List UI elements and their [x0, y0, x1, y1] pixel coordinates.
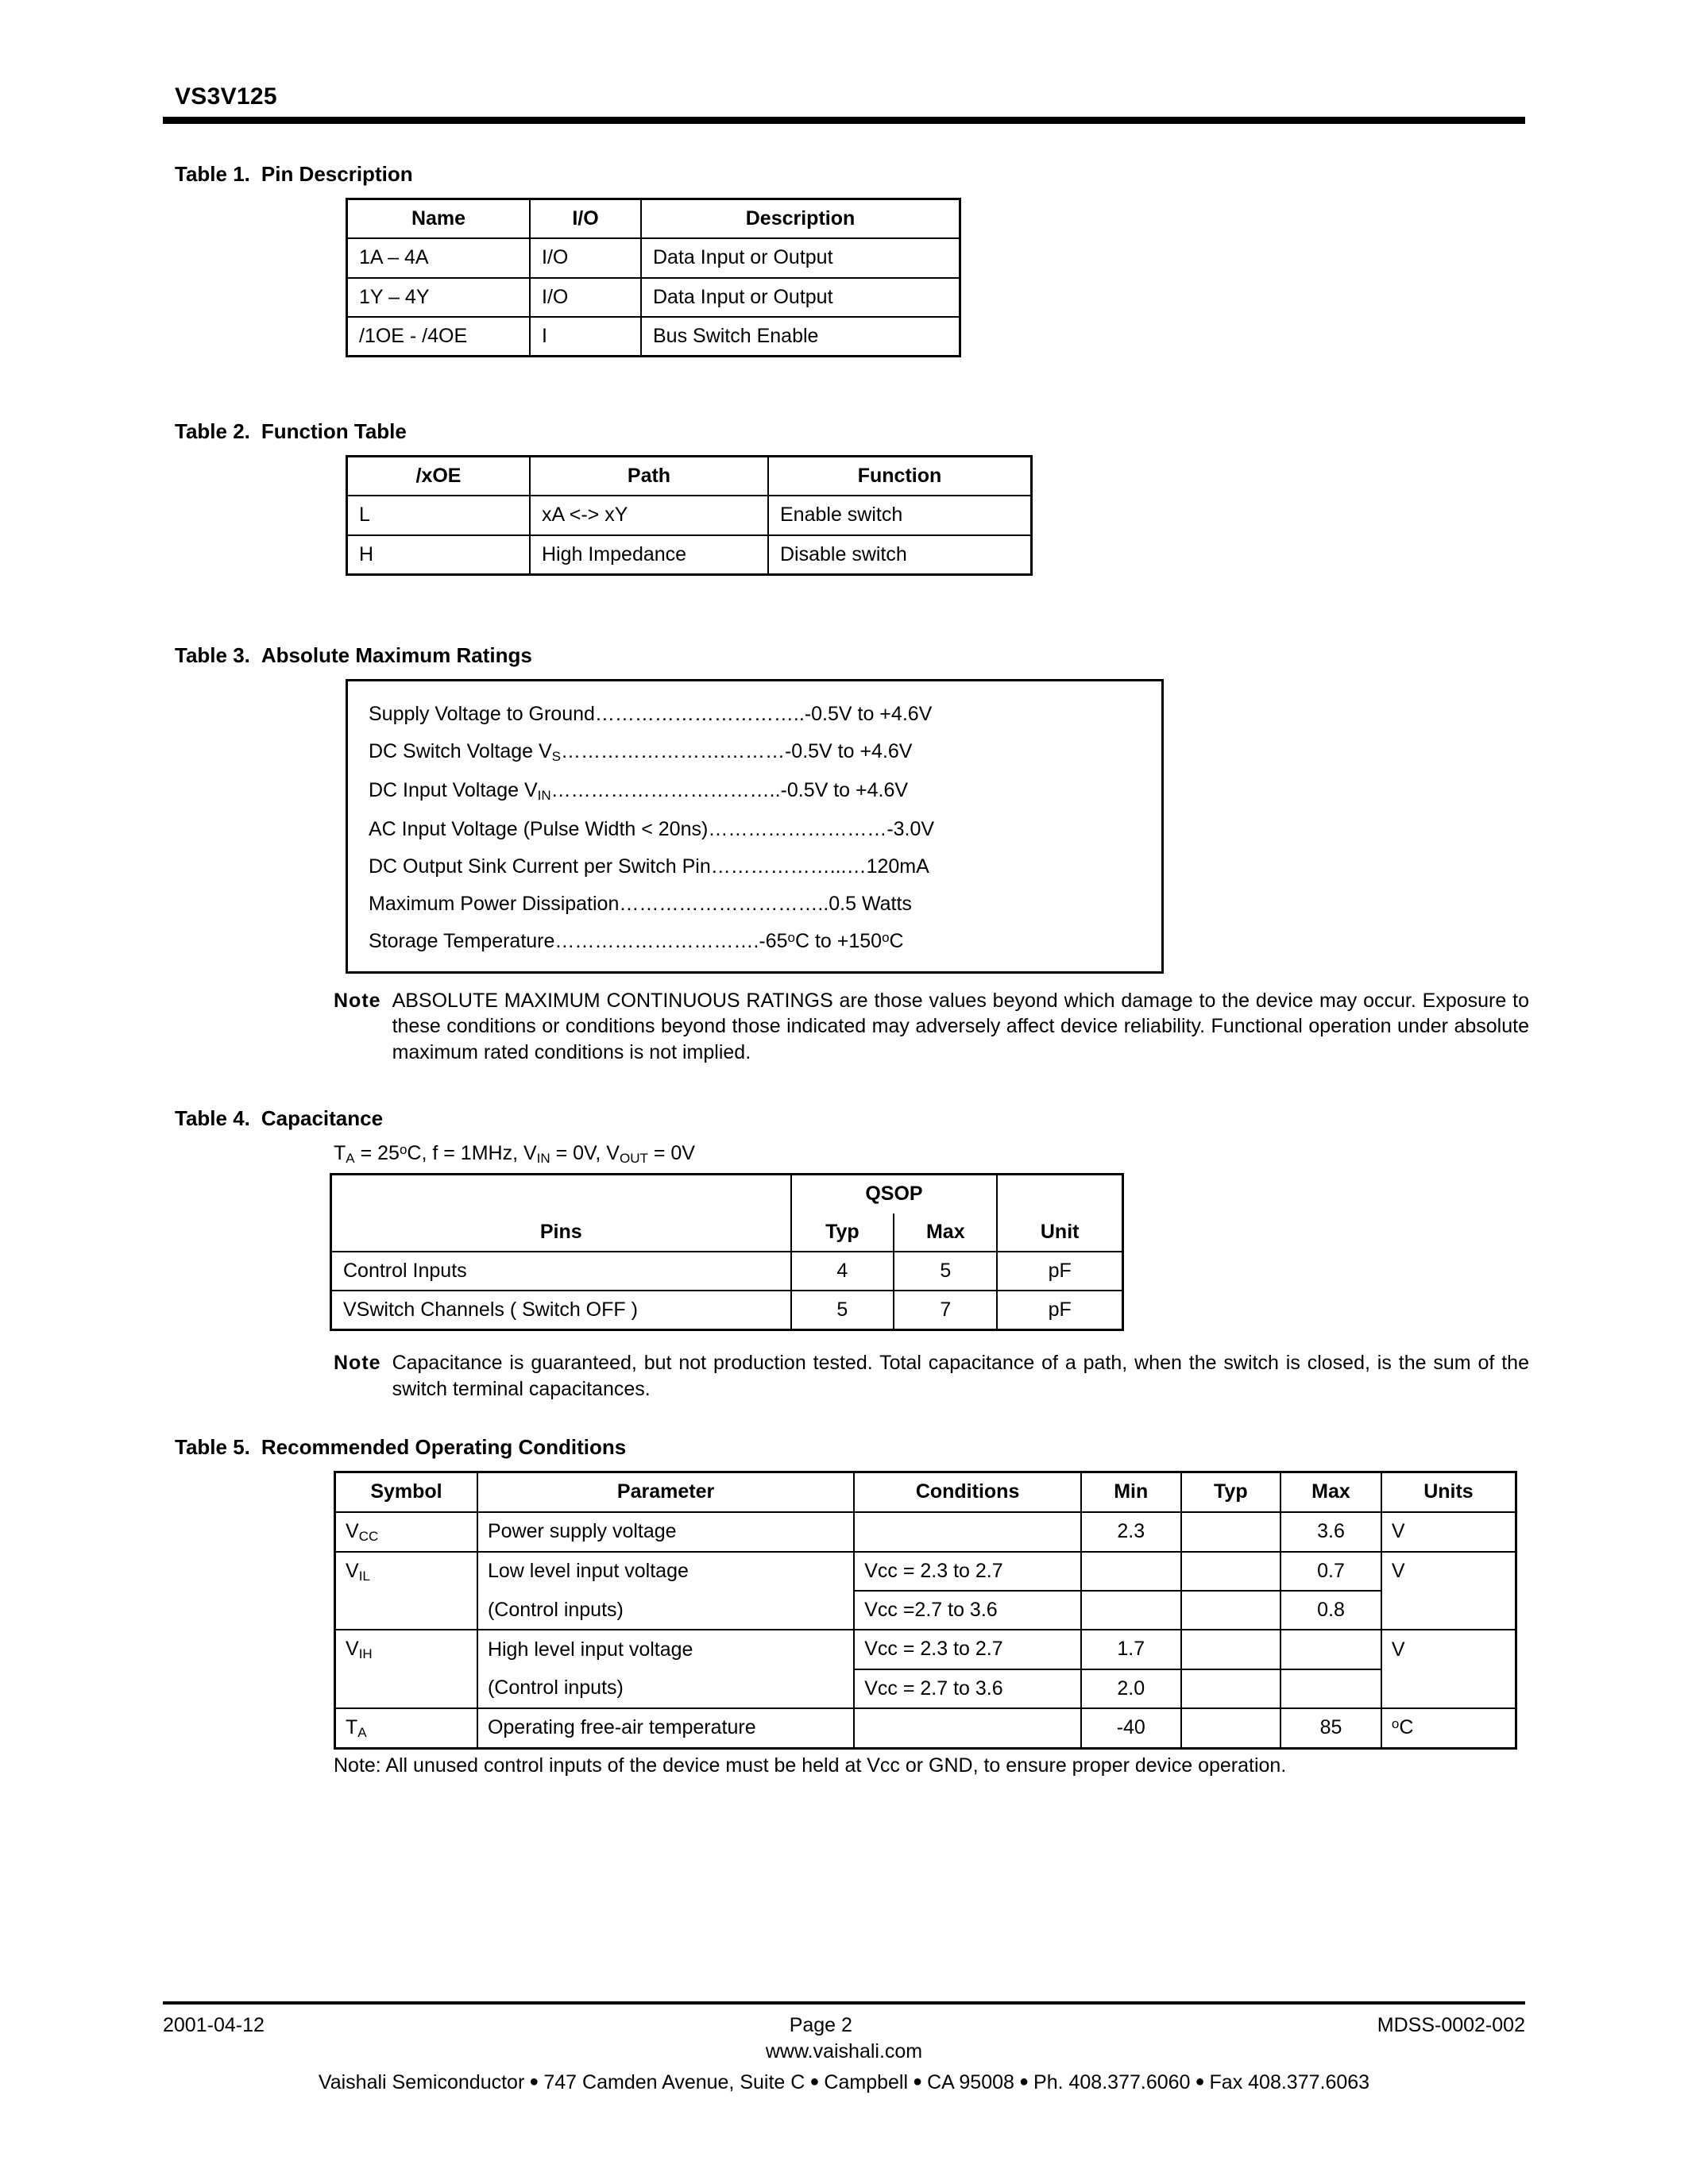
table-row [347, 317, 960, 357]
table-row [335, 1591, 1516, 1630]
table-row [335, 1708, 1516, 1749]
header-divider [163, 117, 1525, 124]
table3-caption-text: Absolute Maximum Ratings [261, 642, 532, 667]
table5-r4-max [1280, 1669, 1381, 1708]
table5-r4-typ [1181, 1669, 1281, 1708]
table4-header-qsop: QSOP [791, 1175, 998, 1214]
page-header-part-number: VS3V125 [175, 83, 277, 110]
table4-r0-typ: 4 [791, 1252, 894, 1291]
footer-divider [163, 2001, 1525, 2005]
table5-bottom-note: Note: All unused control inputs of the device must be held at Vcc or GND, to ensure proper device operation. [334, 1754, 1287, 1777]
table5-r3-units: V [1381, 1630, 1516, 1669]
pin-description-table [346, 198, 961, 357]
table1-caption-text: Pin Description [261, 162, 413, 186]
table5-header-conditions: Conditions [854, 1472, 1081, 1512]
table5-r0-parameter: Power supply voltage [477, 1512, 854, 1552]
table1-header-description: Description [641, 199, 960, 239]
table-row [347, 535, 1032, 575]
table5-r5-max: 85 [1280, 1708, 1381, 1749]
table1-caption [175, 162, 1525, 187]
table-row [331, 1291, 1123, 1330]
table5-r1-parameter: Low level input voltage [477, 1552, 854, 1591]
capacitance-table [330, 1173, 1124, 1331]
table5-r2-symbol [335, 1591, 477, 1630]
table5-r5-units: $^o$C [1381, 1708, 1516, 1749]
footer-document-id: MDSS-0002-002 [1377, 2014, 1525, 2036]
footer-phone: Ph. 408.377.6060 [1033, 2071, 1191, 2093]
table1-r2-io: I [530, 317, 641, 357]
footer-main-row [163, 2014, 1525, 2037]
recommended-operating-conditions-table [334, 1471, 1517, 1750]
table4-r0-max: 5 [894, 1252, 997, 1291]
table1-r0-desc: Data Input or Output [641, 238, 960, 277]
table5-r1-min [1081, 1552, 1181, 1591]
table3-caption [175, 643, 1525, 668]
table1-r1-desc: Data Input or Output [641, 278, 960, 317]
table5-header-units: Units [1381, 1472, 1516, 1512]
table1-caption-number: Table 1. [175, 162, 250, 186]
table-row [335, 1512, 1516, 1552]
table5-r2-parameter: (Control inputs) [477, 1591, 854, 1630]
footer-website-url: www.vaishali.com [765, 2040, 923, 2062]
bullet-icon: ● [1195, 2073, 1205, 2090]
table4-test-conditions: $T_A = 25^oC$, f = 1MHz, $V_{IN} = 0V$, $V_{OUT} = 0V$ [334, 1142, 695, 1167]
table5-r3-conditions: Vcc = 2.3 to 2.7 [854, 1630, 1081, 1669]
table4-r1-pins: VSwitch Channels ( Switch OFF ) [331, 1291, 791, 1330]
table-row [347, 496, 1032, 534]
table-header-row [331, 1175, 1123, 1214]
table5-caption-text: Recommended Operating Conditions [261, 1435, 627, 1460]
table5-header-parameter: Parameter [477, 1472, 854, 1512]
table4-header-unit: Unit [997, 1214, 1122, 1252]
bullet-icon: ● [913, 2073, 923, 2090]
table5-r2-conditions: Vcc =2.7 to 3.6 [854, 1591, 1081, 1630]
table5-r1-typ [1181, 1552, 1281, 1591]
table4-r0-unit: pF [997, 1252, 1122, 1291]
footer-company-name: Vaishali Semiconductor [318, 2071, 525, 2093]
table4-caption-text: Capacitance [261, 1106, 384, 1131]
table5-r0-max: 3.6 [1280, 1512, 1381, 1552]
table2-caption-number: Table 2. [175, 419, 250, 443]
table1-r0-io: I/O [530, 238, 641, 277]
table2-caption [175, 419, 1525, 444]
table4-r1-typ: 5 [791, 1291, 894, 1330]
amr-line-dc-switch-voltage: DC Switch Voltage $V_S\dots\dots\dots\dots\dots\dots\dots\dots.\dots\dots\dots-0.5V$ to +4.6V [369, 739, 913, 764]
table5-r2-max: 0.8 [1280, 1591, 1381, 1630]
footer-page-number: Page 2 [789, 2014, 852, 2036]
table-header-row [347, 199, 960, 239]
table-header-row [335, 1472, 1516, 1512]
page-footer [163, 2001, 1525, 2094]
table4-r1-unit: pF [997, 1291, 1122, 1330]
table3-caption-number: Table 3. [175, 642, 250, 667]
table3-note-label: Note [334, 989, 381, 1012]
table4-header-max: Max [894, 1214, 997, 1252]
table3-note [334, 988, 1529, 1066]
table5-r4-parameter: (Control inputs) [477, 1669, 854, 1708]
table5-r1-max: 0.7 [1280, 1552, 1381, 1591]
table2-r0-function: Enable switch [768, 496, 1032, 534]
table5-r4-symbol [335, 1669, 477, 1708]
table5-r4-conditions: Vcc = 2.7 to 3.6 [854, 1669, 1081, 1708]
table5-caption [175, 1435, 1525, 1460]
table1-r1-name: 1Y – 4Y [347, 278, 531, 317]
bullet-icon: ● [529, 2073, 539, 2090]
function-table [346, 455, 1033, 576]
table5-r3-typ [1181, 1630, 1281, 1669]
page-content [163, 83, 1529, 1777]
table5-header-typ: Typ [1181, 1472, 1281, 1512]
table4-note [334, 1350, 1529, 1402]
amr-line-dc-output-sink-current: DC Output Sink Current per Switch Pin………………...…120mA [369, 855, 929, 878]
table4-caption [175, 1106, 1525, 1131]
absolute-maximum-ratings-box [346, 679, 1164, 974]
table2-header-xoe: /xOE [347, 457, 531, 496]
table1-header-name: Name [347, 199, 531, 239]
table-row [335, 1669, 1516, 1708]
table5-r5-conditions [854, 1708, 1081, 1749]
table2-r0-xoe: L [347, 496, 531, 534]
table5-r3-symbol: $V_{IH}$ [335, 1630, 477, 1669]
table4-caption-number: Table 4. [175, 1106, 250, 1131]
table2-r1-function: Disable switch [768, 535, 1032, 575]
table5-header-max: Max [1280, 1472, 1381, 1512]
bullet-icon: ● [809, 2073, 820, 2090]
table5-r0-typ [1181, 1512, 1281, 1552]
table5-r4-units [1381, 1669, 1516, 1708]
footer-fax: Fax 408.377.6063 [1209, 2071, 1370, 2093]
table4-blank-cell [331, 1175, 791, 1214]
table-row [331, 1252, 1123, 1291]
table-row [347, 238, 960, 277]
table2-r1-path: High Impedance [530, 535, 768, 575]
table4-r0-pins: Control Inputs [331, 1252, 791, 1291]
table4-header-typ: Typ [791, 1214, 894, 1252]
table5-caption-number: Table 5. [175, 1435, 250, 1460]
table5-r5-typ [1181, 1708, 1281, 1749]
table1-r2-desc: Bus Switch Enable [641, 317, 960, 357]
table1-r0-name: 1A – 4A [347, 238, 531, 277]
table5-r5-parameter: Operating free-air temperature [477, 1708, 854, 1749]
table-header-row [347, 457, 1032, 496]
amr-line-ac-input-voltage: AC Input Voltage (Pulse Width < 20ns)………………………-3.0V [369, 817, 935, 840]
table1-r2-name: /1OE - /4OE [347, 317, 531, 357]
table1-header-io: I/O [530, 199, 641, 239]
footer-city: Campbell [824, 2071, 909, 2093]
table5-r5-symbol: $T_A$ [335, 1708, 477, 1749]
table5-r1-symbol: $V_{IL}$ [335, 1552, 477, 1591]
table-header-row-2 [331, 1214, 1123, 1252]
table5-header-symbol: Symbol [335, 1472, 477, 1512]
table4-header-pins: Pins [331, 1214, 791, 1252]
table4-blank-cell-2 [997, 1175, 1122, 1214]
amr-line-supply-voltage: Supply Voltage to Ground…………………………..-0.5V to +4.6V [369, 702, 933, 725]
table4-r1-max: 7 [894, 1291, 997, 1330]
table2-caption-text: Function Table [261, 419, 407, 443]
table5-r2-typ [1181, 1591, 1281, 1630]
table2-r0-path: xA <-> xY [530, 496, 768, 534]
footer-date: 2001-04-12 [163, 2014, 265, 2036]
table1-r1-io: I/O [530, 278, 641, 317]
table5-r3-parameter: High level input voltage [477, 1630, 854, 1669]
footer-street-address: 747 Camden Avenue, Suite C [543, 2071, 805, 2093]
table5-r1-units: V [1381, 1552, 1516, 1591]
table5-r0-symbol: $V_{CC}$ [335, 1512, 477, 1552]
table2-header-function: Function [768, 457, 1032, 496]
amr-line-storage-temperature: Storage Temperature………………………….-65$^o$C to $+150^oC$ [369, 929, 904, 952]
table5-header-min: Min [1081, 1472, 1181, 1512]
table5-r1-conditions: Vcc = 2.3 to 2.7 [854, 1552, 1081, 1591]
footer-state-zip: CA 95008 [927, 2071, 1014, 2093]
table5-r0-units: V [1381, 1512, 1516, 1552]
bullet-icon: ● [1018, 2073, 1029, 2090]
amr-line-max-power-dissipation: Maximum Power Dissipation…………………………..0.5 Watts [369, 892, 912, 915]
table4-note-label: Note [334, 1352, 381, 1375]
table5-r4-min: 2.0 [1081, 1669, 1181, 1708]
table5-r0-min: 2.3 [1081, 1512, 1181, 1552]
table5-r3-min: 1.7 [1081, 1630, 1181, 1669]
table5-r0-conditions [854, 1512, 1081, 1552]
footer-address-line [163, 2071, 1525, 2094]
table-row [335, 1552, 1516, 1591]
table2-r1-xoe: H [347, 535, 531, 575]
table4-note-text: Capacitance is guaranteed, but not production tested. Total capacitance of a path, when the switch is closed, is the sum of the switch terminal capacitances. [392, 1352, 1529, 1400]
table2-header-path: Path [530, 457, 768, 496]
table5-r2-min [1081, 1591, 1181, 1630]
table-row [347, 278, 960, 317]
table5-r2-units [1381, 1591, 1516, 1630]
table5-r3-max [1280, 1630, 1381, 1669]
amr-line-dc-input-voltage: DC Input Voltage $V_{IN}\dots\dots\dots\dots\dots\dots\dots\dots\dots\dots\dots..-0.5V$ to +4.6V [369, 778, 909, 803]
table3-note-text: ABSOLUTE MAXIMUM CONTINUOUS RATINGS are those values beyond which damage to the device may occur. Exposure to these conditions or conditions beyond those indicated may adversely affect device reliability. Functional operation under absolute maximum rated conditions is not implied. [392, 989, 1529, 1063]
table-row [335, 1630, 1516, 1669]
table5-r5-min: -40 [1081, 1708, 1181, 1749]
